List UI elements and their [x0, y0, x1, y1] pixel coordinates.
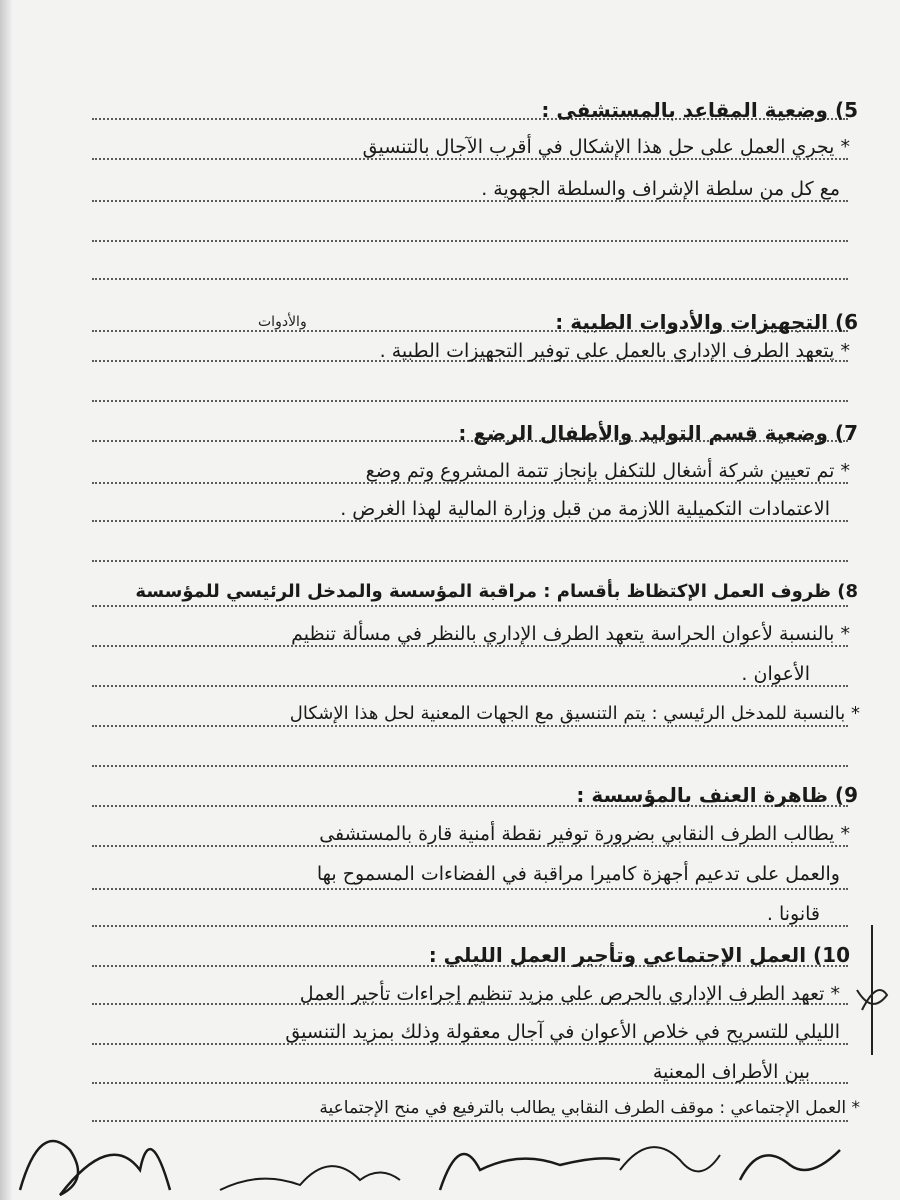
signature-4: [620, 1147, 720, 1171]
section-8-line-2: الأعوان .: [741, 663, 810, 685]
ruled-line: [92, 925, 848, 927]
section-10-line-3: بين الأطراف المعنية: [652, 1061, 810, 1083]
section-9-heading: 9) ظاهرة العنف بالمؤسسة :: [576, 783, 858, 807]
ruled-line: [92, 240, 848, 242]
ruled-line: [92, 560, 848, 562]
section-10-line-1: * تعهد الطرف الإداري بالحرص على مزيد تنظيم إجراءات تأجير العمل: [299, 983, 840, 1005]
margin-annotation-mark: [852, 920, 892, 1060]
section-8-heading: 8) ظروف العمل الإكتظاظ بأقسام : مراقبة المؤسسة والمدخل الرئيسي للمؤسسة: [135, 581, 858, 602]
section-9-line-2: والعمل على تدعيم أجهزة كاميرا مراقبة في الفضاءات المسموح بها: [316, 863, 840, 885]
ruled-line: [92, 845, 848, 847]
ruled-line: [92, 888, 848, 890]
ruled-line: [92, 520, 848, 522]
signature-3: [440, 1154, 620, 1190]
section-9-line-3: قانونا .: [766, 903, 820, 925]
ruled-line: [92, 158, 848, 160]
section-6-line-1: * يتعهد الطرف الإداري بالعمل على توفير التجهيزات الطبية .: [379, 340, 850, 362]
section-7-line-1: * تم تعيين شركة أشغال للتكفل بإنجاز تتمة المشروع وتم وضع: [365, 460, 850, 482]
signature-2: [220, 1166, 400, 1190]
ruled-line: [92, 482, 848, 484]
ruled-line: [92, 1043, 848, 1045]
ruled-line: [92, 725, 848, 727]
signature-1: [20, 1141, 170, 1195]
section-5-line-2: مع كل من سلطة الإشراف والسلطة الجهوية .: [481, 178, 840, 200]
signature-5: [740, 1150, 840, 1180]
section-5-line-1: * يجري العمل على حل هذا الإشكال في أقرب الآجال بالتنسيق: [362, 136, 850, 158]
section-10-line-2: الليلي للتسريح في خلاص الأعوان في آجال معقولة وذلك بمزيد التنسيق: [285, 1021, 840, 1043]
ruled-line: [92, 278, 848, 280]
ruled-line: [92, 200, 848, 202]
signatures-area: [0, 1110, 900, 1200]
section-7-line-2: الاعتمادات التكميلية اللازمة من قبل وزارة المالية لهذا الغرض .: [340, 498, 830, 520]
section-6-heading: 6) التجهيزات والأدوات الطبية :: [555, 310, 858, 334]
section-8-line-1: * بالنسبة لأعوان الحراسة يتعهد الطرف الإداري بالنظر في مسألة تنظيم: [291, 623, 850, 645]
section-10-heading: 10) العمل الإجتماعي وتأجير العمل الليلي :: [428, 943, 850, 967]
ruled-line: [92, 400, 848, 402]
page-edge-shadow: [0, 0, 12, 1200]
section-10-line-4: * العمل الإجتماعي : موقف الطرف النقابي يطالب بالترفيع في منح الإجتماعية: [319, 1098, 860, 1118]
insertion-note: والأدوات: [258, 314, 307, 330]
section-9-line-1: * يطالب الطرف النقابي بضرورة توفير نقطة أمنية قارة بالمستشفى: [319, 823, 850, 845]
section-8-line-3: * بالنسبة للمدخل الرئيسي : يتم التنسيق مع الجهات المعنية لحل هذا الإشكال: [289, 703, 860, 724]
ruled-line: [92, 765, 848, 767]
ruled-line: [92, 605, 848, 607]
section-5-heading: 5) وضعية المقاعد بالمستشفى :: [541, 98, 858, 122]
section-7-heading: 7) وضعية قسم التوليد والأطفال الرضع :: [458, 421, 858, 445]
ruled-line: [92, 645, 848, 647]
ruled-line: [92, 685, 848, 687]
